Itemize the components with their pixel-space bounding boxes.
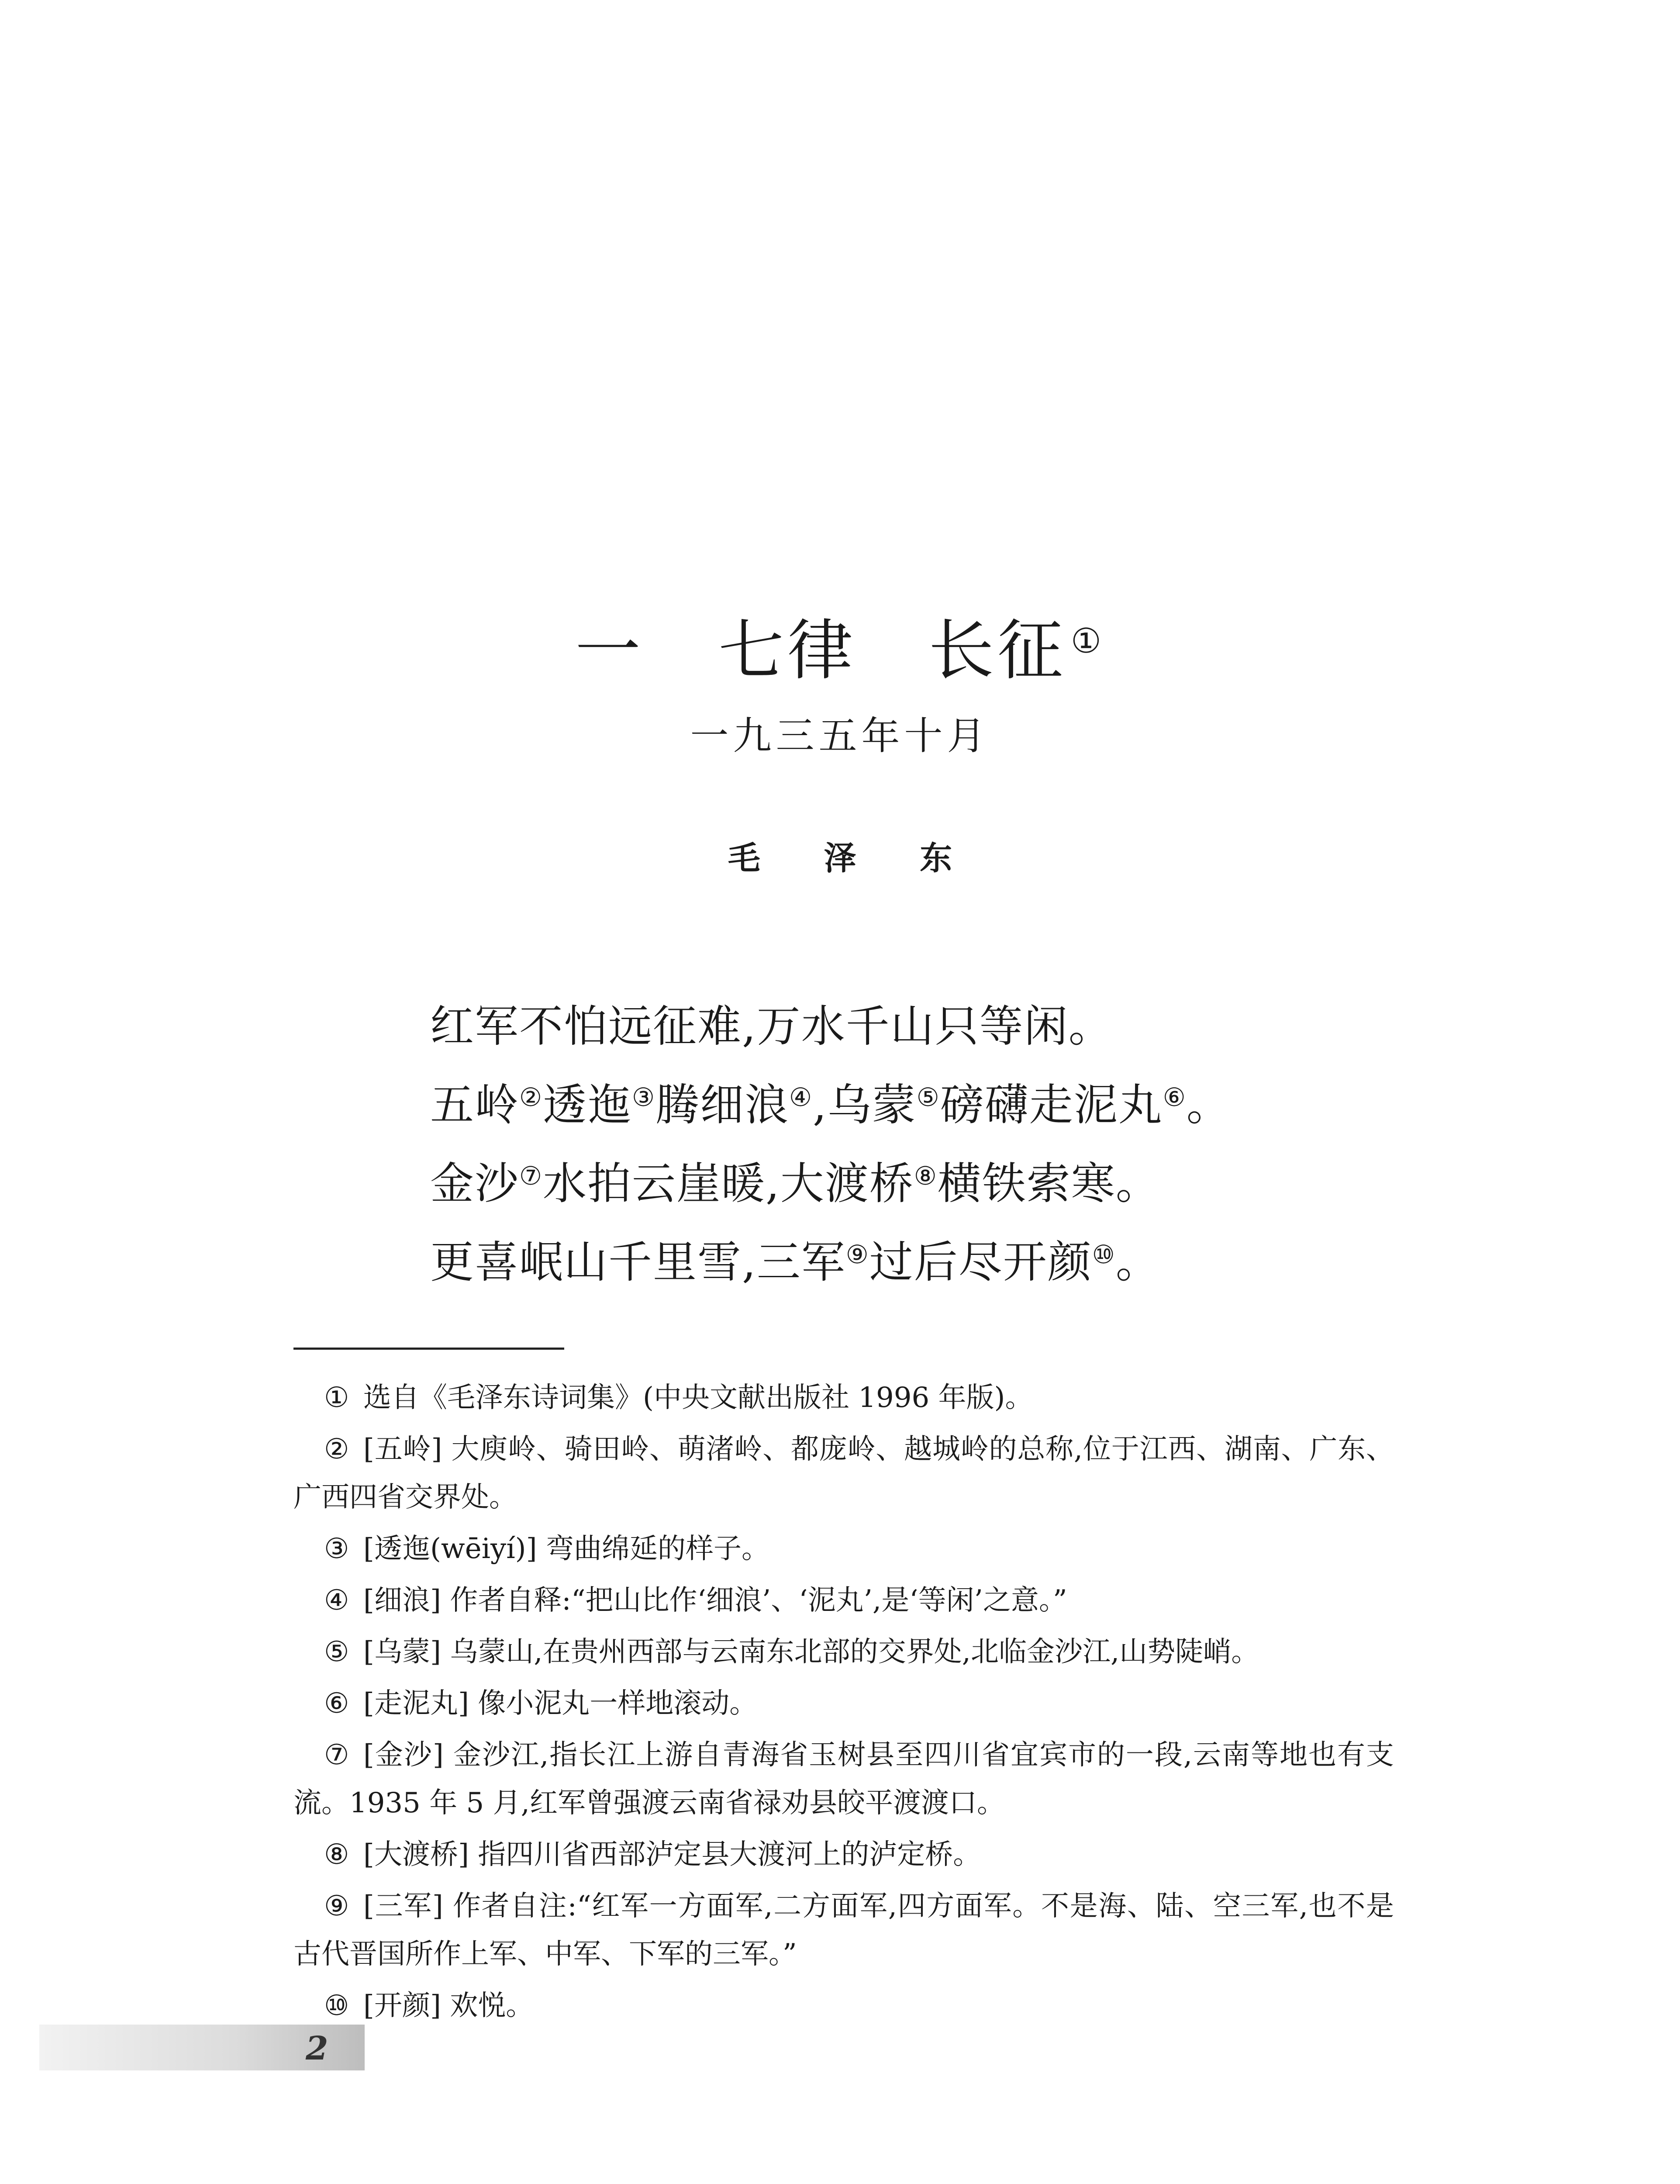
footnote-ref[interactable]: ② [519, 1082, 543, 1112]
footnote-text: [三军] 作者自注:“红军一方面军,二方面军,四方面军。不是海、陆、空三军,也不是古代晋国所作上军、中军、下军的三军。” [293, 1890, 1394, 1970]
footnote-item: ④ [细浪] 作者自释:“把山比作‘细浪’、‘泥丸’,是‘等闲’之意。” [324, 1584, 1067, 1617]
footnote-ref[interactable]: ⑩ [1092, 1240, 1116, 1269]
poem-body [430, 987, 1522, 1302]
poem-text: 更喜岷山千里雪,三军 [430, 1237, 846, 1288]
chapter-number: 一 [575, 613, 645, 689]
footnote-text: [走泥丸] 像小泥丸一样地滚动。 [363, 1687, 758, 1720]
footnote-text: [细浪] 作者自释:“把山比作‘细浪’、‘泥丸’,是‘等闲’之意。” [363, 1584, 1067, 1617]
footnote-text: [开颜] 欢悦。 [363, 1990, 534, 2022]
poem-line [430, 1223, 1522, 1302]
poem-text: 磅礴走泥丸 [940, 1079, 1163, 1130]
footnote-item: ① 选自《毛泽东诗词集》(中央文献出版社 1996 年版)。 [324, 1382, 1033, 1414]
poem-text: 红军不怕远征难,万水千山只等闲。 [430, 1001, 1113, 1052]
footnote-ref[interactable]: ① [1071, 622, 1105, 661]
footnote-text: 选自《毛泽东诗词集》(中央文献出版社 1996 年版)。 [363, 1382, 1033, 1414]
poem-text: 五岭 [430, 1079, 519, 1130]
poem-line [430, 1144, 1522, 1223]
poem-line [430, 987, 1522, 1066]
footnote-ref[interactable]: ⑧ [914, 1161, 938, 1191]
footnote-text: [透迤(wēiyí)] 弯曲绵延的样子。 [363, 1533, 769, 1565]
footnote-item: ⑥ [走泥丸] 像小泥丸一样地滚动。 [324, 1687, 758, 1720]
poem-text: 金沙 [430, 1158, 519, 1209]
footnote-text: [五岭] 大庾岭、骑田岭、萌渚岭、都庞岭、越城岭的总称,位于江西、湖南、广东、广西四省交界处。 [293, 1433, 1394, 1514]
footnote-ref[interactable]: ⑦ [519, 1161, 543, 1191]
poem-text: 。 [1186, 1079, 1231, 1130]
poem-text: 过后尽开颜 [869, 1237, 1092, 1288]
title-form: 七律 [718, 613, 857, 689]
footnote-item: ② [五岭] 大庾岭、骑田岭、萌渚岭、都庞岭、越城岭的总称,位于江西、湖南、广东、广西四省交界处。 [293, 1433, 1394, 1514]
footnote-item: ⑦ [金沙] 金沙江,指长江上游自青海省玉树县至四川省宜宾市的一段,云南等地也有支流。1935 年 5 月,红军曾强渡云南省禄劝县皎平渡渡口。 [293, 1739, 1394, 1819]
footnote-ref[interactable]: ⑨ [845, 1240, 869, 1269]
footnote-text: [乌蒙] 乌蒙山,在贵州西部与云南东北部的交界处,北临金沙江,山势陡峭。 [363, 1636, 1259, 1668]
poem-date: 一九三五年十月 [690, 713, 990, 758]
poem-text: 水拍云崖暖,大渡桥 [543, 1158, 914, 1209]
footnote-divider [293, 1348, 564, 1350]
footnote-item: ⑤ [乌蒙] 乌蒙山,在贵州西部与云南东北部的交界处,北临金沙江,山势陡峭。 [324, 1636, 1259, 1668]
poem-author: 毛 泽 东 [728, 840, 979, 877]
footnote-ref[interactable]: ⑤ [916, 1082, 940, 1112]
footnote-ref[interactable]: ⑥ [1163, 1082, 1187, 1112]
footnote-ref[interactable]: ④ [789, 1082, 813, 1112]
poem-text: ,乌蒙 [813, 1079, 917, 1130]
footnote-item: ⑧ [大渡桥] 指四川省西部泸定县大渡河上的泸定桥。 [324, 1838, 981, 1871]
footnote-item: ③ [透迤(wēiyí)] 弯曲绵延的样子。 [324, 1533, 769, 1565]
page-number: 2 [306, 2030, 328, 2067]
footnote-item: ⑨ [三军] 作者自注:“红军一方面军,二方面军,四方面军。不是海、陆、空三军,也不是古代晋国所作上军、中军、下军的三军。” [293, 1890, 1394, 1970]
poem-text: 腾细浪 [655, 1079, 789, 1130]
footnote-ref[interactable]: ③ [632, 1082, 655, 1112]
poem-title [0, 607, 1680, 695]
title-name: 长征 [928, 613, 1067, 689]
poem-text: 。 [1115, 1237, 1160, 1288]
poem-text: 透迤 [543, 1079, 632, 1130]
footnote-text: [金沙] 金沙江,指长江上游自青海省玉树县至四川省宜宾市的一段,云南等地也有支流。1935 年 5 月,红军曾强渡云南省禄劝县皎平渡渡口。 [293, 1739, 1394, 1819]
footnote-item: ⑩ [开颜] 欢悦。 [324, 1990, 534, 2022]
poem-text: 横铁索寒。 [937, 1158, 1160, 1209]
poem-line [430, 1066, 1522, 1144]
footnote-text: [大渡桥] 指四川省西部泸定县大渡河上的泸定桥。 [363, 1838, 981, 1871]
footnotes [293, 1374, 1394, 2033]
